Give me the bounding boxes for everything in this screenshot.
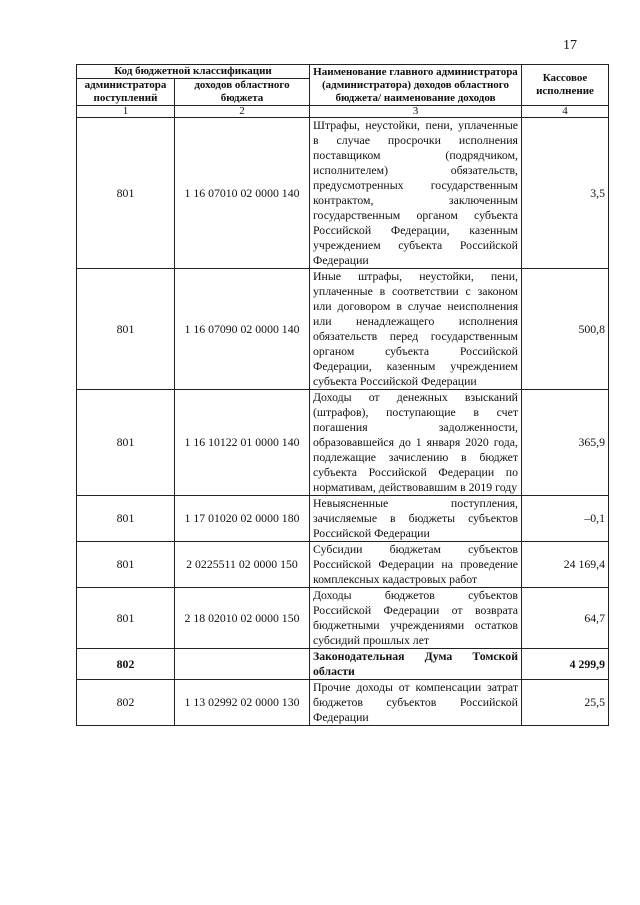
cell-income-name: Невыясненные поступления, зачисляемые в бюджеты субъектов Российской Федерации [310, 496, 522, 542]
cell-income-name: Штрафы, неустойки, пени, уплаченные в случае просрочки исполнения поставщиком (подрядчиком, исполнителем) обязательств, предусмотренных государственным контрактом, заключенным государственным органом субъекта Российской Федерации, казенным учреждением субъекта Российской Федерации [310, 118, 522, 269]
table-row [77, 496, 609, 542]
cell-admin-code: 801 [77, 588, 175, 649]
cell-cash-amount: 3,5 [522, 118, 609, 269]
cell-income-name: Субсидии бюджетам субъектов Российской Федерации на проведение комплексных кадастровых работ [310, 542, 522, 588]
cell-cash-amount: 4 299,9 [522, 649, 609, 680]
table-body [77, 118, 609, 726]
cell-income-code: 1 16 07090 02 0000 140 [175, 269, 310, 390]
table-row [77, 118, 609, 269]
table-row [77, 542, 609, 588]
column-number: 3 [310, 106, 522, 118]
cell-income-name: Доходы от денежных взысканий (штрафов), поступающие в счет погашения задолженности, образовавшейся до 1 января 2020 года, подлежащие зачислению в бюджет субъекта Российской Федерации по нормативам, действовавшим в 2019 году [310, 390, 522, 496]
cell-cash-amount: 24 169,4 [522, 542, 609, 588]
column-number-row [77, 106, 609, 118]
cell-admin-code: 802 [77, 649, 175, 680]
cell-admin-code: 801 [77, 496, 175, 542]
header-income-column: доходов областного бюджета [175, 79, 310, 106]
table-row [77, 588, 609, 649]
cell-admin-code: 801 [77, 269, 175, 390]
cell-admin-code: 801 [77, 118, 175, 269]
header-code-group: Код бюджетной классификации [77, 65, 310, 79]
table-row [77, 269, 609, 390]
cell-income-code: 1 17 01020 02 0000 180 [175, 496, 310, 542]
page-number: 17 [563, 38, 577, 53]
budget-table [76, 64, 609, 726]
cell-income-code: 1 13 02992 02 0000 130 [175, 680, 310, 726]
cell-income-name: Доходы бюджетов субъектов Российской Федерации от возврата бюджетными учреждениями остатков субсидий прошлых лет [310, 588, 522, 649]
cell-income-code: 1 16 07010 02 0000 140 [175, 118, 310, 269]
cell-income-code [175, 649, 310, 680]
cell-cash-amount: 64,7 [522, 588, 609, 649]
cell-admin-code: 801 [77, 390, 175, 496]
cell-cash-amount: 365,9 [522, 390, 609, 496]
table-row [77, 649, 609, 680]
cell-income-code: 2 18 02010 02 0000 150 [175, 588, 310, 649]
cell-admin-code: 802 [77, 680, 175, 726]
header-name-column: Наименование главного администратора (администратора) доходов областного бюджета/ наименование доходов [310, 65, 522, 106]
cell-income-code: 1 16 10122 01 0000 140 [175, 390, 310, 496]
column-number: 4 [522, 106, 609, 118]
cell-admin-code: 801 [77, 542, 175, 588]
cell-cash-amount: 500,8 [522, 269, 609, 390]
cell-cash-amount: –0,1 [522, 496, 609, 542]
table-row [77, 680, 609, 726]
cell-income-name: Иные штрафы, неустойки, пени, уплаченные в соответствии с законом или договором в случае неисполнения или ненадлежащего исполнения обязательств перед государственным органом субъекта Российской Федерации, казенным учреждением субъекта Российской Федерации [310, 269, 522, 390]
cell-income-name: Прочие доходы от компенсации затрат бюджетов субъектов Российской Федерации [310, 680, 522, 726]
cell-cash-amount: 25,5 [522, 680, 609, 726]
column-number: 2 [175, 106, 310, 118]
table-row [77, 390, 609, 496]
column-number: 1 [77, 106, 175, 118]
cell-income-name: Законодательная Дума Томской области [310, 649, 522, 680]
header-cash-column: Кассовое исполнение [522, 65, 609, 106]
header-admin-column: администратора поступлений [77, 79, 175, 106]
cell-income-code: 2 0225511 02 0000 150 [175, 542, 310, 588]
